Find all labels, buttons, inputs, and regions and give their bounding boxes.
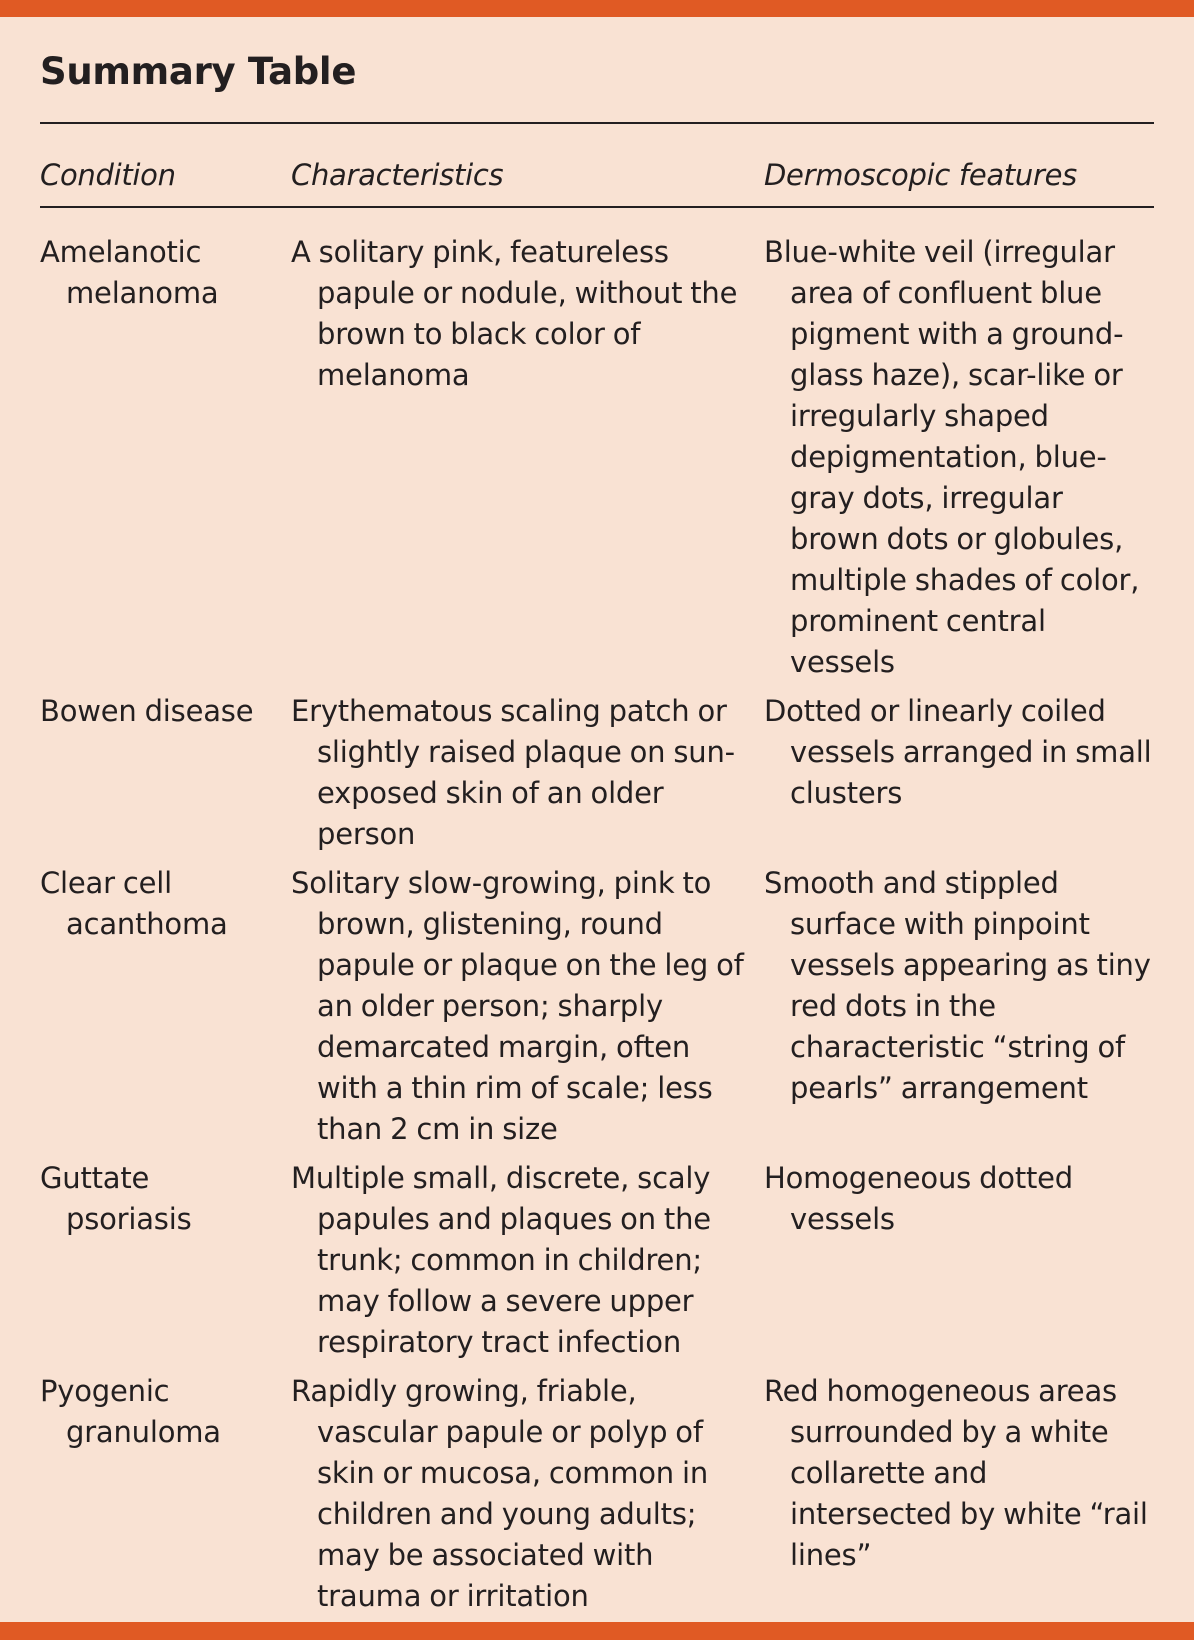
title-divider bbox=[40, 122, 1154, 124]
top-accent-bar bbox=[0, 0, 1194, 17]
dermoscopic-cell: Homogeneous dotted vessels bbox=[764, 1161, 1074, 1236]
table-row bbox=[40, 863, 1154, 1158]
table-title: Summary Table bbox=[40, 50, 357, 93]
table-row bbox=[40, 691, 1154, 863]
characteristics-cell: A solitary pink, featureless papule or nodule, without the brown to black color of melanoma bbox=[291, 235, 738, 392]
characteristics-cell: Erythematous scaling patch or slightly raised plaque on sun-exposed skin of an older person bbox=[291, 694, 735, 851]
dermoscopic-cell: Smooth and stippled surface with pinpoint vessels appearing as tiny red dots in the characteristic “string of pearls” arrangement bbox=[764, 866, 1151, 1105]
table-body bbox=[40, 232, 1154, 1625]
table-row bbox=[40, 1158, 1154, 1371]
characteristics-cell: Solitary slow-growing, pink to brown, glistening, round papule or plaque on the leg of an older person; sharply demarcated margin, often with a thin rim of scale; less than 2 cm in size bbox=[291, 866, 744, 1146]
table-row bbox=[40, 232, 1154, 691]
header-divider bbox=[40, 206, 1154, 208]
condition-cell: Guttate psoriasis bbox=[40, 1161, 192, 1236]
dermoscopic-cell: Red homogeneous areas surrounded by a white collarette and intersected by white “rail lines” bbox=[764, 1374, 1148, 1572]
bottom-accent-bar bbox=[0, 1622, 1194, 1640]
characteristics-cell: Multiple small, discrete, scaly papules and plaques on the trunk; common in children; may follow a severe upper respiratory tract infection bbox=[291, 1161, 711, 1359]
condition-cell: Clear cell acanthoma bbox=[40, 866, 228, 941]
column-header-dermoscopic: Dermoscopic features bbox=[764, 158, 1077, 192]
condition-cell: Bowen disease bbox=[40, 694, 254, 728]
condition-cell: Pyogenic granuloma bbox=[40, 1374, 221, 1449]
column-header-condition: Condition bbox=[40, 158, 176, 192]
column-header-characteristics: Characteristics bbox=[291, 158, 504, 192]
dermoscopic-cell: Dotted or linearly coiled vessels arranged in small clusters bbox=[764, 694, 1152, 810]
condition-cell: Amelanotic melanoma bbox=[40, 235, 219, 310]
characteristics-cell: Rapidly growing, friable, vascular papule or polyp of skin or mucosa, common in children and young adults; may be associated with trauma or irritation bbox=[291, 1374, 709, 1613]
dermoscopic-cell: Blue-white veil (irregular area of confluent blue pigment with a ground-glass haze), scar-like or irregularly shaped depigmentation, blue-gray dots, irregular brown dots or globules, multiple shades of color, prominent central vessels bbox=[764, 235, 1140, 679]
table-row bbox=[40, 1371, 1154, 1625]
